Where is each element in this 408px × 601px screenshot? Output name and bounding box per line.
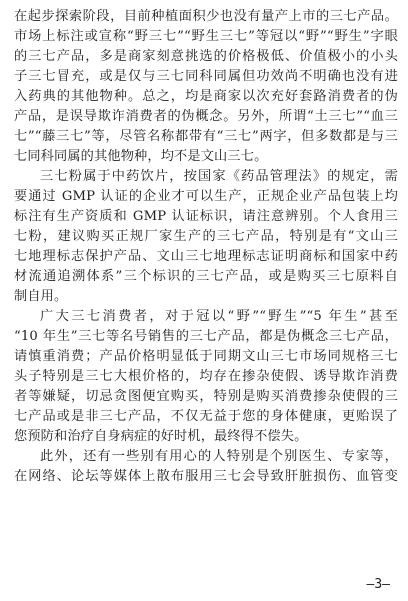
paragraph-2-line-2: 要通过 GMP 认证的企业才可以生产，正规企业产品包装上均: [14, 189, 398, 204]
paragraph-1-line-4: 子三七冒充，或是仅与三七同科同属但功效尚不明确也没有进: [14, 69, 398, 84]
paragraph-3-line-5: 者等嫌疑，切忌贪图便宜购买，特别是购买消费掺杂使假的三: [14, 389, 398, 404]
paragraph-3-line-6: 七产品或是非三七产品，不仅无益于您的身体健康，更贻误了: [14, 409, 398, 424]
paragraph-2-line-7: 制自用。: [14, 289, 68, 304]
paragraph-3-line-2: “10 年生”三七等名号销售的三七产品，都是伪概念三七产品，: [14, 329, 398, 344]
paragraph-2-line-6: 材流通追溯体系”三个标识的三七产品，或是购买三七原料自: [14, 269, 398, 284]
paragraph-3-line-7: 您预防和治疗自身病症的好时机，最终得不偿失。: [14, 429, 308, 444]
paragraph-1-line-2: 市场上标注或宣称“野三七”“野生三七”等冠以“野”“野生”字眼: [14, 29, 398, 44]
paragraph-3-line-1: 广大三七消费者，对于冠以“野”“野生”“5 年生”甚至: [40, 309, 398, 324]
paragraph-3-line-3: 请慎重消费；产品价格明显低于同期文山三七市场同规格三七: [14, 349, 398, 364]
paragraph-4-line-1: 此外，还有一些别有用心的人特别是个别医生、专家等，: [40, 449, 398, 464]
paragraph-2-line-3: 标注有生产资质和 GMP 认证标识，请注意辨别。个人食用三: [14, 209, 398, 224]
paragraph-1-line-8: 七同科同属的其他物种，均不是文山三七。: [14, 149, 268, 164]
paragraph-1-line-3: 的三七产品，多是商家刻意挑选的价格极低、价值极小的小头: [14, 49, 398, 64]
paragraph-1-line-1: 在起步探索阶段，目前种植面积少也没有量产上市的三七产品。: [14, 9, 398, 24]
paragraph-1-line-5: 入药典的其他物种。总之，均是商家以次充好套路消费者的伪: [14, 89, 398, 104]
paragraph-2-line-5: 七地理标志保护产品、文山三七地理标志证明商标和国家中药: [14, 249, 398, 264]
paragraph-2-line-4: 七粉，建议购买正规厂家生产的三七产品，特别是有“文山三: [14, 229, 398, 244]
page-number: —3—: [366, 577, 390, 592]
paragraph-2-line-1: 三七粉属于中药饮片，按国家《药品管理法》的规定，需: [40, 169, 398, 184]
paragraph-1-line-7: 七”“藤三七”等，尽管名称都带有“三七”两字，但多数都是与三: [14, 129, 398, 144]
paragraph-4-line-2: 在网络、论坛等媒体上散布服用三七会导致肝脏损伤、血管变: [14, 469, 398, 484]
paragraph-3-line-4: 头子特别是三七大根价格的，均存在掺杂使假、诱导欺诈消费: [14, 369, 398, 384]
paragraph-1-line-6: 产品，是误导欺诈消费者的伪概念。另外，所谓“土三七”“血三: [14, 109, 398, 124]
